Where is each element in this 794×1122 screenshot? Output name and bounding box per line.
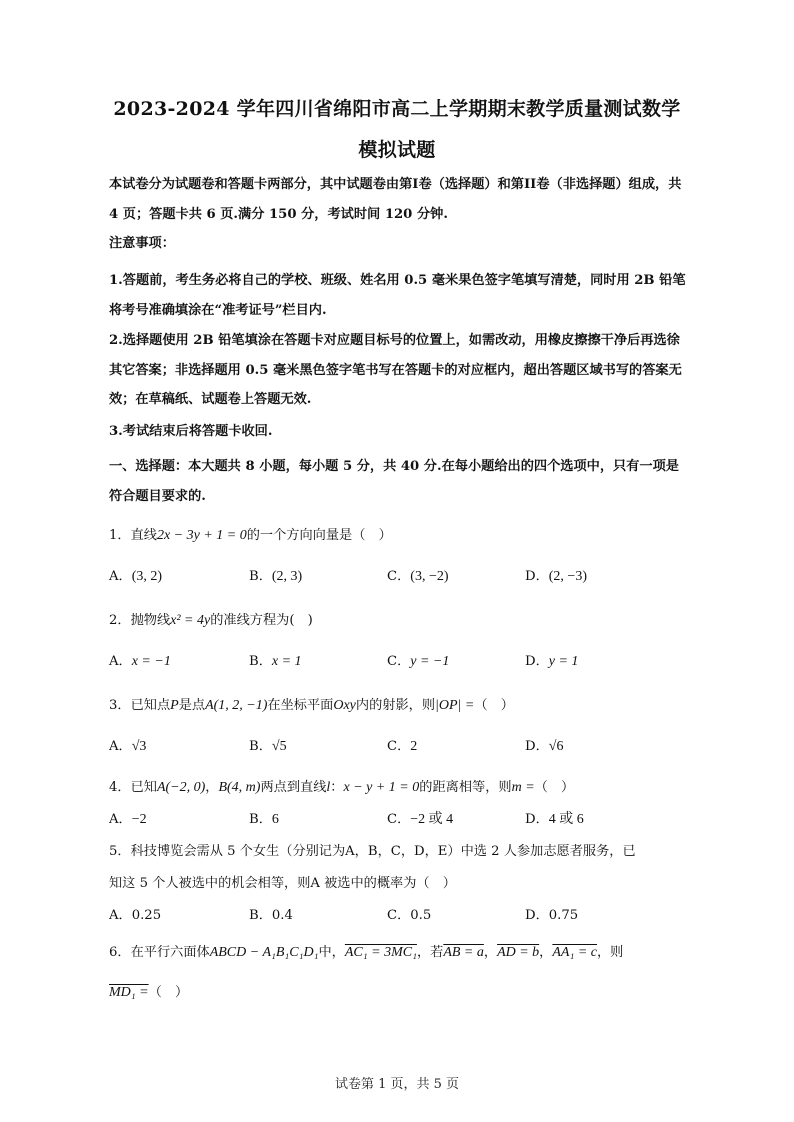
formula: x − y + 1 = 0 [343,780,420,795]
question-3-stem: 3．已知点P是点A(1, 2, −1)在坐标平面Oxy内的射影，则|OP| =（ ） [109,698,514,713]
option-a: A．x = −1 [109,654,171,669]
intro-paragraph: 本试卷分为试题卷和答题卡两部分，其中试题卷由第I卷（选择题）和第II卷（非选择题）组成，共 4 页；答题卡共 6 页.满分 150 分，考试时间 120 分钟. [109,177,682,222]
question-4-stem: 4．已知A(−2, 0)，B(4, m)两点到直线l：x − y + 1 = 0的距离相等，则m =（ ） [109,780,575,795]
notice-item-1: 1.答题前，考生务必将自己的学校、班级、姓名用 0.5 毫米果色签字笔填写清楚，同时用 2B 铅笔将考号准确填涂在“准考证号”栏目内. [109,273,686,318]
point-formula: A(1, 2, −1) [205,698,268,713]
option-a: A．−2 [109,812,147,827]
notice-item-3: 3.考试结束后将答题卡收回. [109,424,273,439]
option-d: D．√6 [525,739,564,754]
option-d: D．0.75 [525,908,579,923]
option-c: C．2 [387,739,418,754]
question-5-stem-line2: 知这 5 个人被选中的机会相等，则A 被选中的概率为（ ） [109,876,456,891]
question-5-options [109,904,699,928]
question-2-stem: 2．抛物线x² = 4y的准线方程为( ) [109,613,313,628]
option-c: C．y = −1 [387,654,450,669]
option-c: C．(3, −2) [387,569,449,584]
notice-label: 注意事项： [109,236,175,251]
solid-name: ABCD − A₁B₁C₁D₁ [209,945,319,960]
section-heading: 一、选择题：本大题共 8 小题，每小题 5 分，共 40 分.在每小题给出的四个选项中，只有一项是符合题目要求的. [109,459,679,504]
notice-item-2: 2.选择题使用 2B 铅笔填涂在答题卡对应题目标号的位置上，如需改动，用橡皮擦擦干净后再选徐其它答案；非选择题用 0.5 毫米黑色签字笔书写在答题卡的对应框内，超出答题区域书写的答案无效；在草稿纸、试题卷上答题无效. [109,333,682,407]
option-a: A．√3 [109,739,147,754]
formula: x² = 4y [170,613,211,628]
option-d: D．4 或 6 [525,812,584,827]
vector-magnitude: |OP| = [435,698,475,713]
question-6-stem: 6．在平行六面体ABCD − A₁B₁C₁D₁中，AC₁ = 3MC₁，若AB = a，AD = b，AA₁ = c，则 [109,945,624,960]
question-1-options [109,565,699,589]
question-4-options [109,808,699,832]
question-1-stem: 1．直线2x − 3y + 1 = 0的一个方向向量是（ ） [109,528,392,543]
formula: 2x − 3y + 1 = 0 [156,528,247,543]
question-3-options [109,735,699,759]
exam-subtitle: 模拟试题 [358,139,436,161]
option-a: A．(3, 2) [109,569,163,584]
option-a: A．0.25 [109,908,162,923]
question-6-stem-line2: MD₁ =（ ） [109,985,189,1000]
option-d: D．y = 1 [525,654,579,669]
option-b: B．(2, 3) [249,569,303,584]
option-d: D．(2, −3) [525,569,587,584]
option-c: C．0.5 [387,908,432,923]
option-c: C．−2 或 4 [387,812,454,827]
option-b: B．x = 1 [249,654,302,669]
vector-relation: AC₁ = 3MC₁ [344,945,417,960]
exam-title: 2023-2024 学年四川省绵阳市高二上学期期末教学质量测试数学 [113,98,681,120]
question-5-stem-line1: 5．科技博览会需从 5 个女生（分别记为A，B，C，D，E）中选 2 人参加志愿者服务，已 [109,844,636,859]
option-b: B．0.4 [249,908,293,923]
question-2-options [109,650,699,674]
option-b: B．6 [249,812,279,827]
page-footer: 试卷第 1 页，共 5 页 [334,1077,460,1092]
option-b: B．√5 [249,739,287,754]
